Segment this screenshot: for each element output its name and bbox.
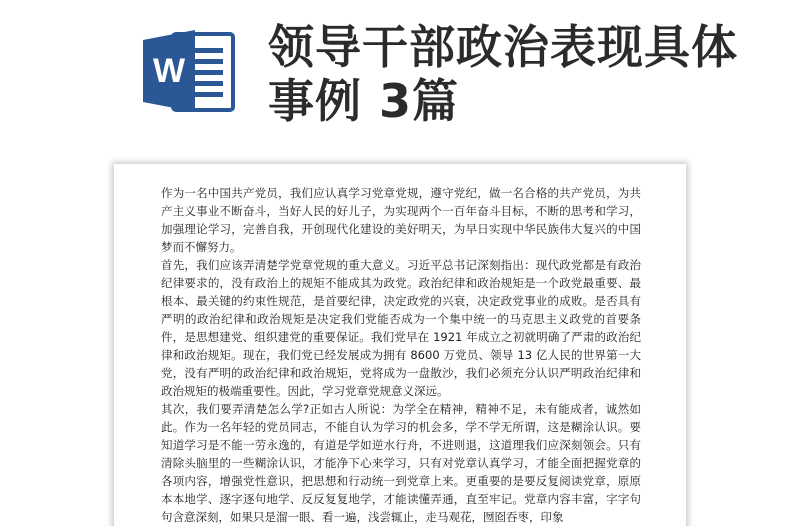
page-title: 领导干部政治表现具体事例 3篇 [268,20,738,128]
word-document-icon [143,26,235,116]
paragraph-intro: 作为一名中国共产党员，我们应认真学习党章党规，遵守党纪，做一名合格的共产党员，为共产主义事业不断奋斗，当好人民的好儿子，为实现两个一百年奋斗目标，不断的思考和学习，加强理论学习，完善自我，开创现代化建设的美好明天，为早日实现中华民族伟大复兴的中国梦而不懈努力。 [161,186,641,254]
header [0,0,800,150]
paragraph-significance: 首先，我们应该弄清楚学党章党规的重大意义。习近平总书记深刻指出：现代政党都是有政治纪律要求的，没有政治上的规矩不能成其为政党。政治纪律和政治规矩是一个政党最重要、最根本、最关键的约束性规范，是首要纪律，决定政党的兴衰，决定政党事业的成败。是否具有严明的政治纪律和政治规矩是决定我们党能否成为一个集中统一的马克思主义政党的首要条件，是思想建党、组织建党的重要保证。我们党早在 1921 年成立之初就明确了严肃的政治纪律和政治规矩。现在，我们党已经发展成为拥有 8600 万党员、领导 13 亿人民的世界第一大党，没有严明的政治纪律和政治规矩，党将成为一盘散沙，我们必须充分认识严明政治纪律和政治规矩的极端重要性。因此，学习党章党规意义深远。 [161,258,641,398]
document-preview [114,164,686,526]
word-icon-letter: W [152,52,186,90]
paragraph-how-to-learn: 其次，我们要弄清楚怎么学?正如古人所说：为学全在精神，精神不足，未有能成者，诚然如此。作为一名年轻的党员同志，不能自认为学习的机会多，学不学无所谓，这是糊涂认识。要知道学习是不能一劳永逸的，有道是学如逆水行舟，不进则退，这道理我们应深刻领会。只有清除头脑里的一些糊涂认识，才能净下心来学习，只有对党章认真学习，才能全面把握党章的各项内容，增强党性意识，把思想和行动统一到党章上来。更重要的是要反复阅读党章，原原本本地学、逐字逐句地学、反反复复地学，才能读懂弄通，直至牢记。党章内容丰富，字字句句含意深刻，如果只是溜一眼、看一遍，浅尝辄止，走马观花，囫囵吞枣，印象 [161,402,641,524]
document-body [161,184,641,526]
